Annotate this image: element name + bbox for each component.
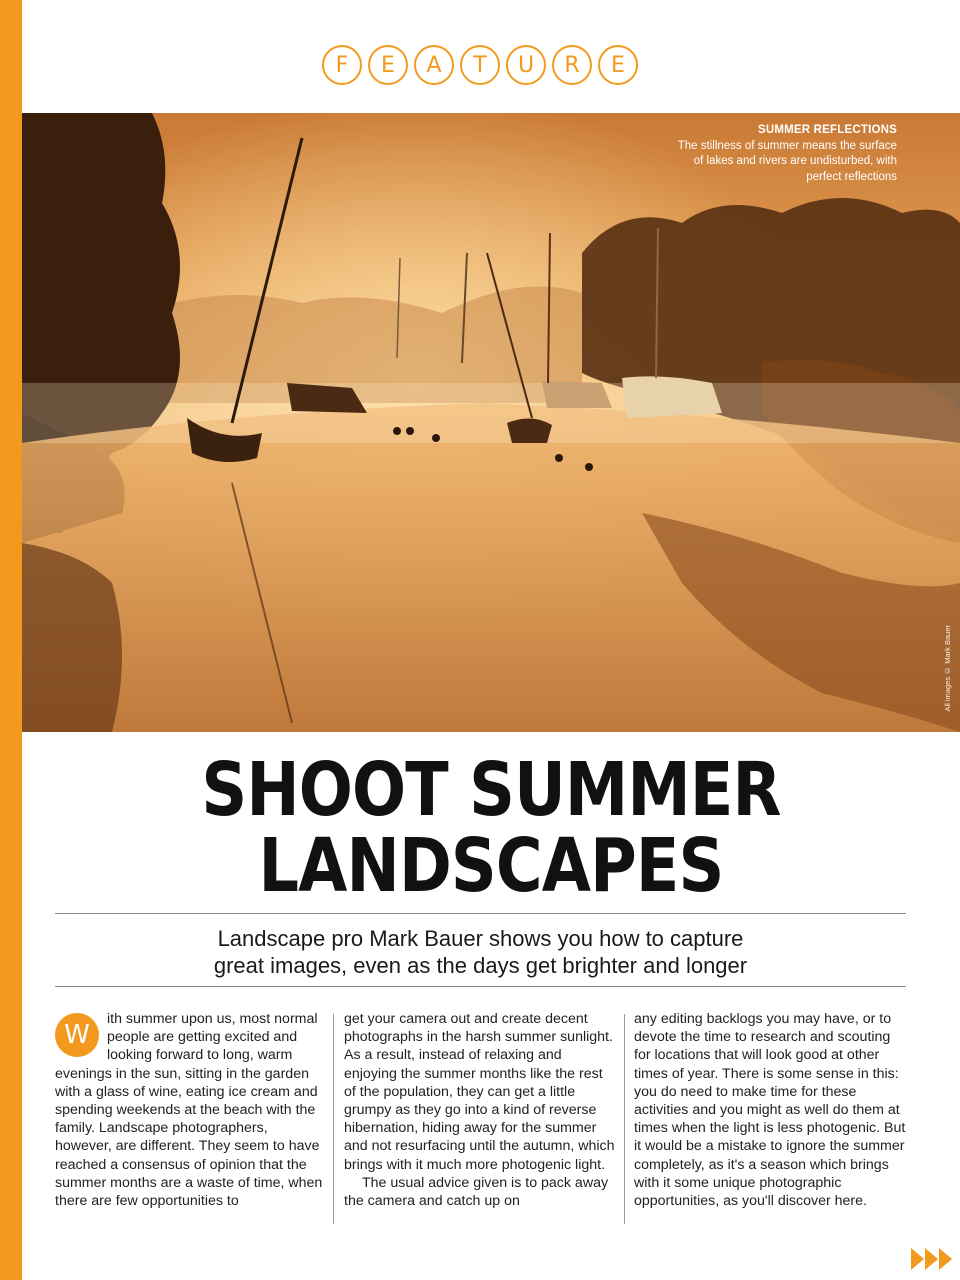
feature-letter: R xyxy=(552,45,592,85)
article-title xyxy=(88,747,895,909)
feature-letter: F xyxy=(322,45,362,85)
article-standfirst xyxy=(55,925,906,979)
triple-chevron-right-icon[interactable] xyxy=(911,1248,952,1270)
standfirst-line: great images, even as the days get brighter and longer xyxy=(213,953,748,978)
title-line: SHOOT SUMMER xyxy=(201,747,781,833)
feature-letter: E xyxy=(598,45,638,85)
body-paragraph: ith summer upon us, most normal people are getting excited and looking forward to long, warm evenings in the sun, sitting in the garden with a glass of wine, eating ice cream and spending weekends at the beach with the family. Landscape photographers, however, are different. They seem to have reached a consensus of opinion that the summer months are a waste of time, when there are few opportunities to xyxy=(55,1011,323,1210)
divider xyxy=(55,913,906,914)
body-paragraph: The usual advice given is to pack away the camera and catch up on xyxy=(344,1174,609,1210)
body-paragraph: get your camera out and create decent photographs in the harsh summer sunlight. As a result, instead of relaxing and enjoying the summer months like the rest of the population, they can get a little grumpy as they go into a kind of reverse hibernation, hiding away for the summer and not resurfacing until the autumn, which brings with it much more photogenic light. xyxy=(344,1011,615,1173)
column-divider xyxy=(624,1014,625,1224)
drop-cap: W xyxy=(55,1013,99,1057)
body-paragraph: any editing backlogs you may have, or to devote the time to research and scouting for locations that will look good at other times of year. There is some sense in this: you do need to make time for these activities and you might as well do them at times when the light is less photogenic. But it would be a mistake to ignore the summer completely, as it's a season which brings with it some unique photographic opportunities, as you'll discover here. xyxy=(634,1011,906,1210)
chevron-right-icon xyxy=(939,1248,952,1270)
river-landscape-image xyxy=(22,113,960,732)
title-line: LANDSCAPES xyxy=(258,823,724,909)
feature-letter: E xyxy=(368,45,408,85)
feature-letter: U xyxy=(506,45,546,85)
photo-caption xyxy=(667,123,897,185)
feature-letter: A xyxy=(414,45,454,85)
divider xyxy=(55,986,906,987)
caption-text: The stillness of summer means the surface of lakes and rivers are undisturbed, with perfect reflections xyxy=(677,139,897,183)
body-column-2 xyxy=(344,1010,616,1210)
hero-photo xyxy=(22,113,960,732)
chevron-right-icon xyxy=(925,1248,938,1270)
caption-title: SUMMER REFLECTIONS xyxy=(757,124,897,136)
photo-credit: All images © Mark Bauer xyxy=(943,625,952,712)
column-divider xyxy=(333,1014,334,1224)
chevron-right-icon xyxy=(911,1248,924,1270)
feature-letter: T xyxy=(460,45,500,85)
standfirst-line: Landscape pro Mark Bauer shows you how to capture xyxy=(217,926,744,951)
body-column-3 xyxy=(634,1010,906,1210)
body-column-1 xyxy=(55,1010,327,1210)
accent-sidebar xyxy=(0,0,22,1280)
section-header-feature xyxy=(0,45,960,89)
